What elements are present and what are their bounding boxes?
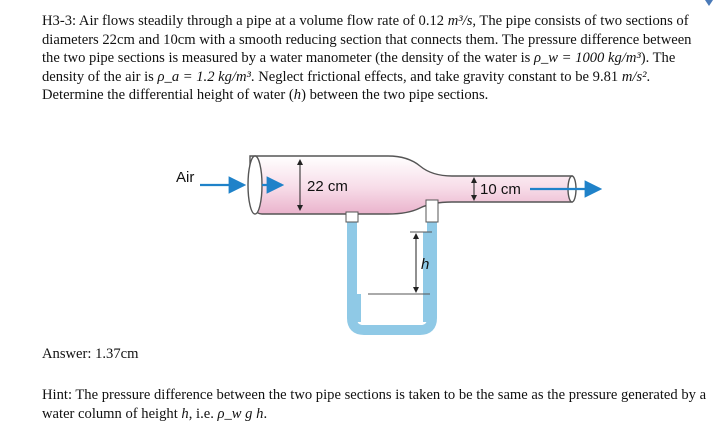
flow-unit: m³/s: [447, 13, 473, 29]
hint-statement: [42, 386, 707, 423]
hint-text-2: , i.e.: [188, 405, 218, 422]
hint-text-3: .: [263, 405, 268, 422]
hint-formula: ρ_w g h: [217, 405, 264, 422]
answer-text: Answer: 1.37cm: [42, 346, 139, 362]
large-diameter-label: 22 cm: [307, 178, 348, 195]
problem-text-2: , The pipe consists of two sections of diameters 22cm and 10cm with a smooth reducing section that connects them. The pressure difference between the two pipe sections is measured by a water manometer (the density of the water is: [42, 13, 692, 67]
problem-label: H3-3:: [42, 13, 77, 29]
air-label: Air: [176, 169, 195, 186]
air-density: ρ_a = 1.2 kg/m³: [157, 68, 251, 85]
pipe-inlet: [248, 156, 262, 214]
height-variable: h: [293, 87, 302, 104]
problem-text-6: ) between the two pipe sections.: [301, 87, 489, 104]
problem-text-5: . Determine the differential height of water (: [42, 68, 651, 104]
height-label: h: [421, 256, 430, 273]
gravity-unit: m/s²: [621, 68, 647, 85]
small-diameter-label: 10 cm: [480, 181, 521, 198]
problem-text-3: ). The density of the air is: [42, 50, 676, 85]
problem-text-1: Air flows steadily through a pipe at a volume flow rate of 0.12: [76, 13, 448, 29]
problem-text-4: . Neglect frictional effects, and take gravity constant to be 9.81: [250, 68, 622, 85]
hint-text-1: Hint: The pressure difference between the two pipe sections is taken to be the same as the pressure generated by a water column of height: [42, 387, 707, 422]
water-density: ρ_w = 1000 kg/m³: [533, 50, 641, 67]
hint-height-variable: h: [181, 405, 189, 422]
manometer-u-tube: [352, 216, 432, 330]
pipe-body: [250, 156, 572, 214]
